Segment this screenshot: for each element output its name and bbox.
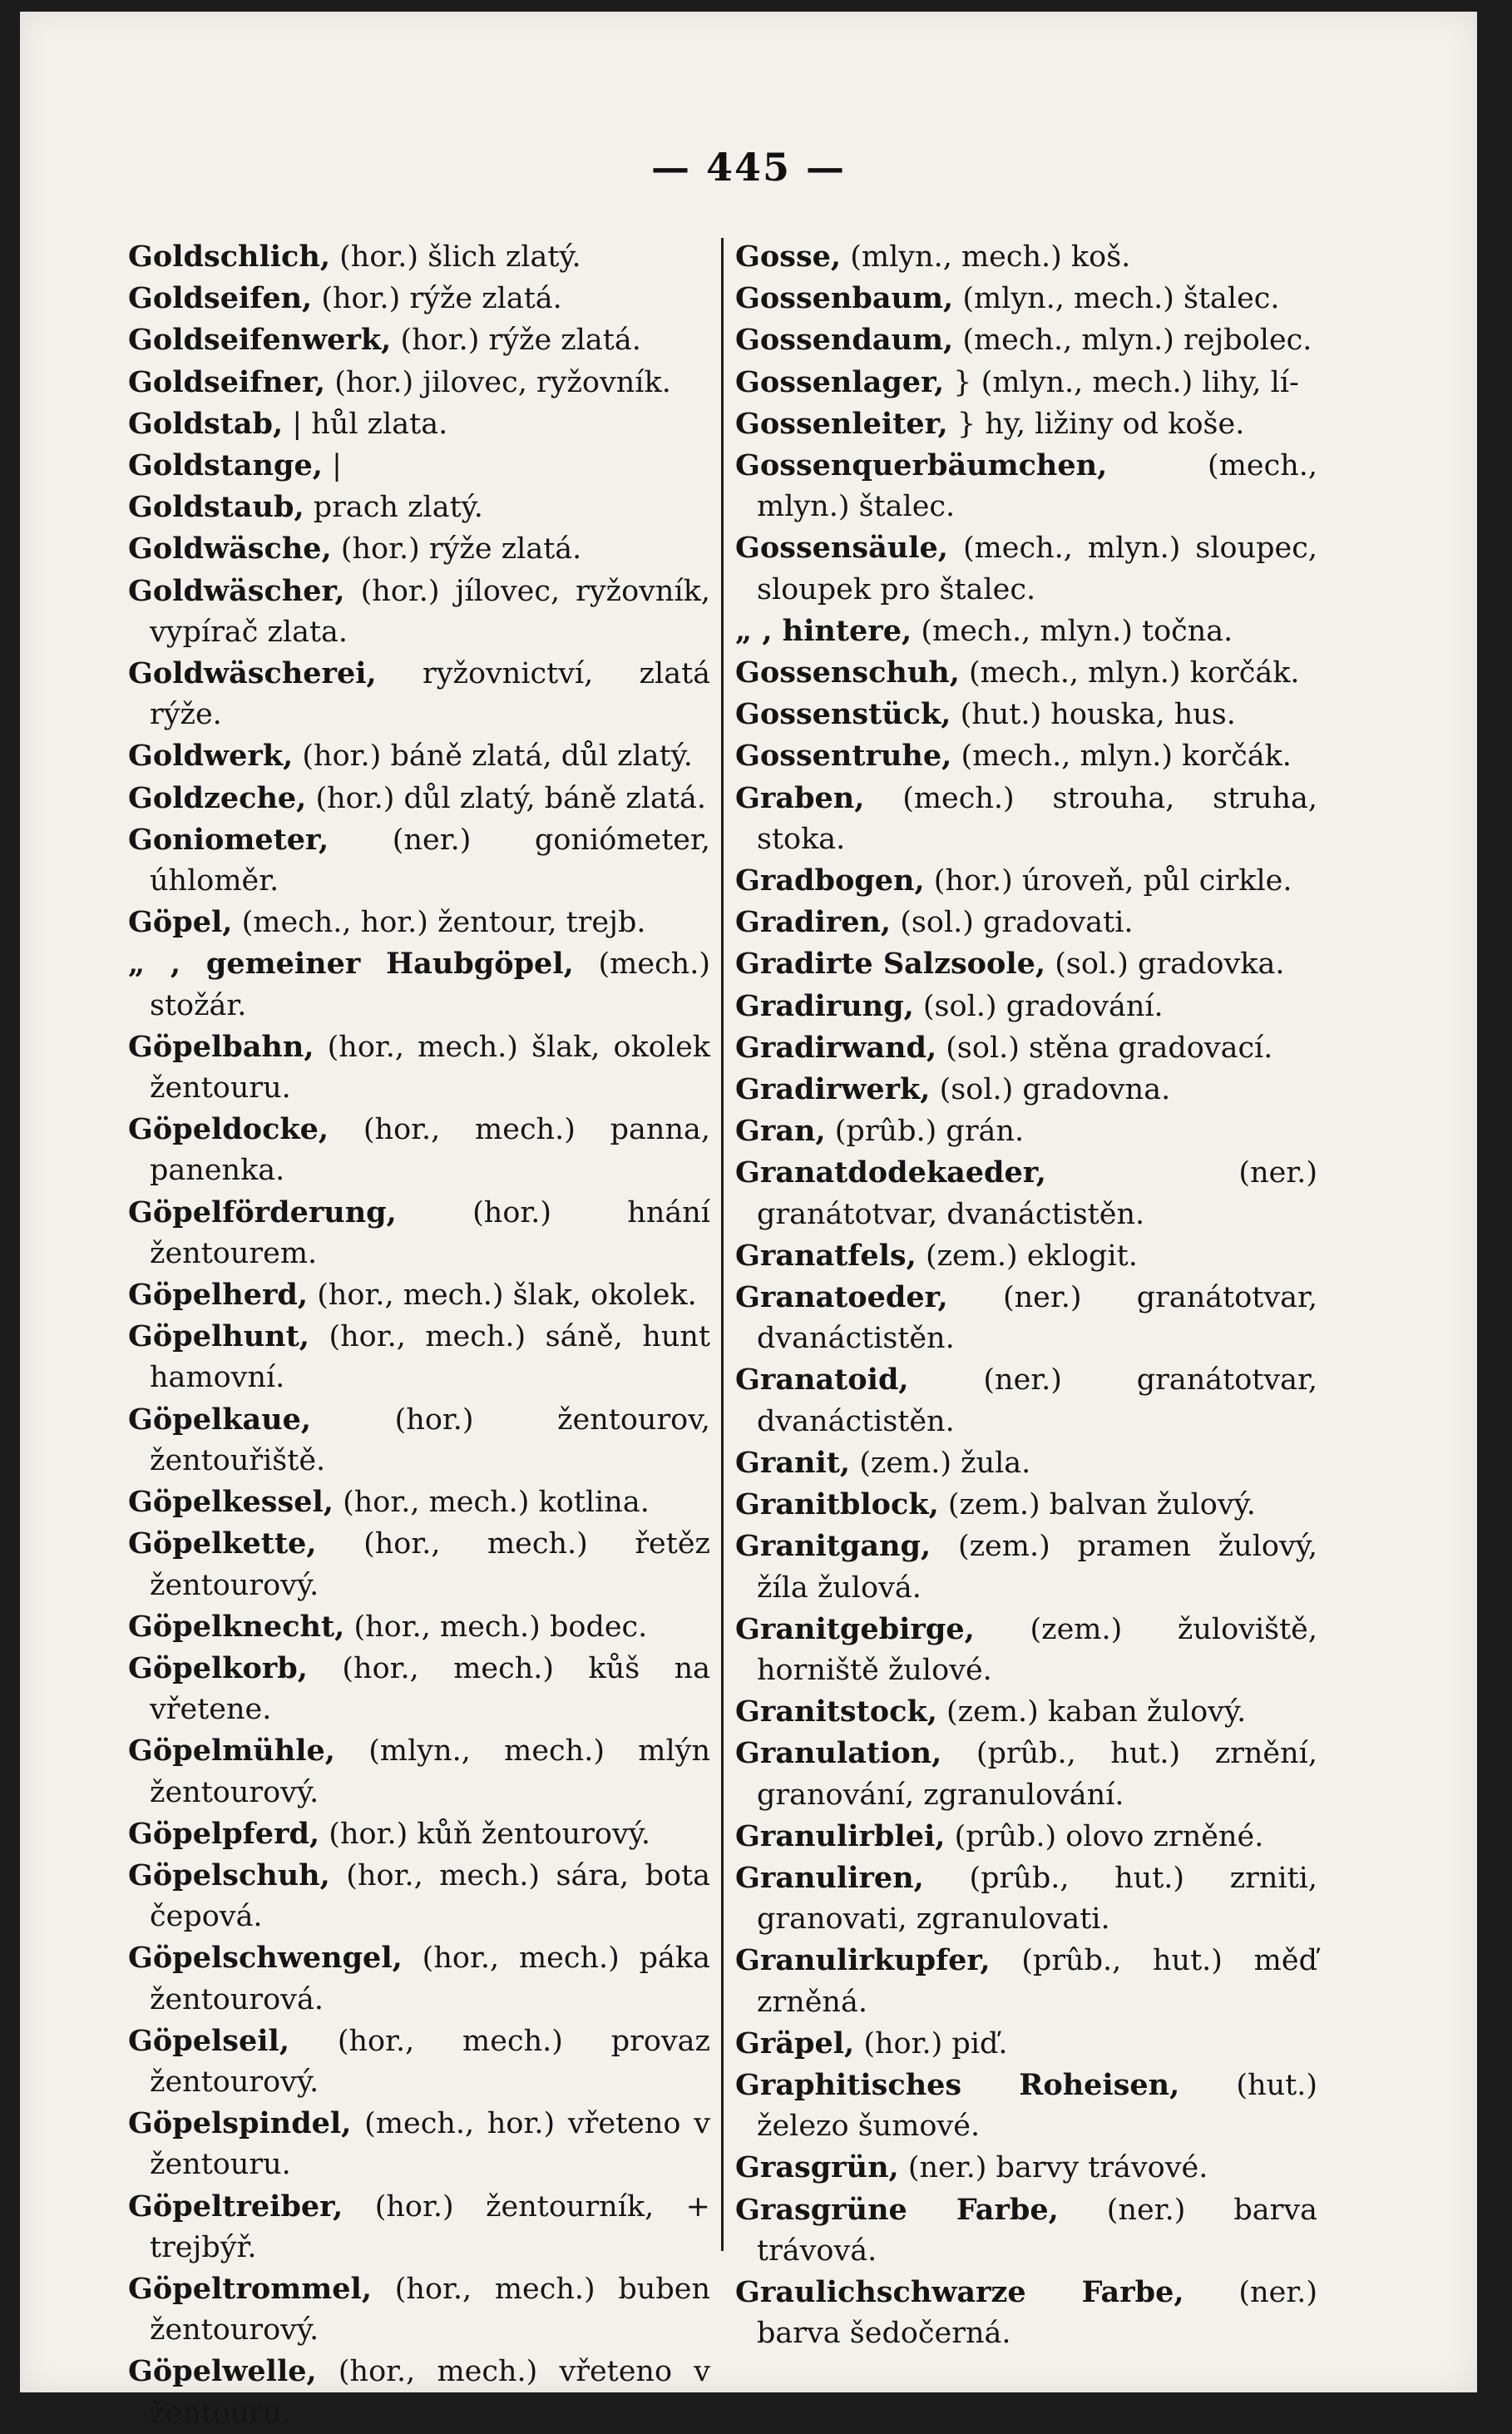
entry-definition: (mech.) stožár. bbox=[150, 947, 710, 1022]
dictionary-entry bbox=[735, 986, 1317, 1027]
entry-headword: Granitgebirge, bbox=[735, 1611, 975, 1646]
entry-definition: (sol.) stěna gradovací. bbox=[936, 1031, 1273, 1065]
dictionary-entry bbox=[128, 2186, 710, 2268]
dictionary-entry bbox=[128, 1192, 710, 1274]
entry-definition: (hor.) báně zlatá, důl zlatý. bbox=[293, 740, 693, 774]
entry-definition: (prûb., hut.) zrniti, granovati, zgranulovati. bbox=[757, 1861, 1317, 1937]
entry-definition: (ner.) granátotvar, dvanáctistěn. bbox=[757, 1363, 1317, 1438]
entry-headword: „ , gemeiner Haubgöpel, bbox=[128, 947, 574, 982]
entry-definition: (zem.) eklogit. bbox=[916, 1239, 1138, 1273]
entry-headword: Gossenlager, bbox=[735, 364, 945, 399]
dictionary-entry bbox=[735, 860, 1317, 902]
entry-headword: Gran, bbox=[735, 1114, 826, 1149]
dictionary-entry bbox=[735, 778, 1317, 860]
entry-headword: Grasgrüne Farbe, bbox=[735, 2192, 1059, 2227]
dictionary-entry bbox=[128, 362, 710, 403]
entry-definition: (hor., mech.) šlak, okolek žentouru. bbox=[150, 1030, 710, 1106]
entry-definition: (prûb.) olovo zrněné. bbox=[945, 1819, 1264, 1853]
entry-headword: Göpelkessel, bbox=[128, 1485, 334, 1520]
entry-headword: Goldwerk, bbox=[128, 739, 294, 774]
dictionary-entry bbox=[128, 278, 710, 319]
entry-headword: Granulation, bbox=[735, 1736, 942, 1771]
entry-headword: Göpelpferd, bbox=[128, 1816, 320, 1851]
entry-definition: (mlyn., mech.) mlýn žentourový. bbox=[150, 1734, 710, 1809]
entry-headword: Gosse, bbox=[735, 240, 842, 274]
dictionary-entry bbox=[128, 902, 710, 943]
entry-definition: (hor., mech.) panna, panenka. bbox=[150, 1113, 710, 1188]
dictionary-entry bbox=[128, 2021, 710, 2103]
dictionary-entry bbox=[735, 1111, 1317, 1152]
entry-headword: Gossenleiter, bbox=[735, 406, 948, 441]
entry-definition: (sol.) gradování. bbox=[913, 989, 1164, 1023]
entry-headword: Granitblock, bbox=[735, 1487, 939, 1522]
entry-headword: Granatfels, bbox=[735, 1238, 917, 1273]
entry-definition: (hor., mech.) sára, bota čepová. bbox=[150, 1858, 710, 1934]
entry-headword: Göpeldocke, bbox=[128, 1112, 329, 1147]
dictionary-entry bbox=[735, 2065, 1317, 2147]
entry-definition: (ner.) barvy trávové. bbox=[898, 2151, 1208, 2185]
entry-definition: (mech., mlyn.) točna. bbox=[912, 614, 1233, 648]
entry-headword: Göpelhunt, bbox=[128, 1319, 309, 1354]
entry-definition: (hor.) jílovec, ryžovník, vypírač zlata. bbox=[150, 574, 710, 649]
entry-definition: (mech.) strouha, struha, stoka. bbox=[757, 781, 1317, 856]
entry-headword: Göpelkaue, bbox=[128, 1402, 312, 1437]
entry-headword: Gradirwerk, bbox=[735, 1072, 931, 1107]
entry-headword: Göpelkette, bbox=[128, 1526, 317, 1561]
entry-definition: (hor.) jilovec, ryžovník. bbox=[325, 365, 671, 399]
entry-definition: (mlyn., mech.) koš. bbox=[841, 240, 1131, 274]
entry-definition: (zem.) žuloviště, horniště žulové. bbox=[757, 1612, 1317, 1687]
entry-definition: (hor., mech.) řetěz žentourový. bbox=[150, 1527, 710, 1602]
page-number: — 445 — bbox=[650, 145, 847, 190]
dictionary-entry bbox=[735, 902, 1317, 943]
entry-definition: (prûb.) grán. bbox=[825, 1115, 1025, 1149]
entry-definition: (ner.) barva trávová. bbox=[757, 2193, 1317, 2268]
dictionary-page bbox=[20, 12, 1477, 2430]
entry-definition: } hy, ližiny od koše. bbox=[947, 407, 1245, 441]
entry-definition: (hor., mech.) šlak, okolek. bbox=[308, 1279, 697, 1313]
entry-definition: (ner.) barva šedočerná. bbox=[757, 2275, 1317, 2351]
dictionary-entry bbox=[735, 1235, 1317, 1277]
dictionary-entry bbox=[735, 1858, 1317, 1940]
dictionary-entry bbox=[735, 1152, 1317, 1234]
entry-definition: (hor.) žentourník, + trejbýř. bbox=[150, 2189, 710, 2264]
dictionary-entry bbox=[735, 652, 1317, 694]
entry-headword: Göpeltrommel, bbox=[128, 2271, 373, 2306]
entry-headword: Goldstaub, bbox=[128, 490, 304, 525]
entry-headword: Gradirung, bbox=[735, 988, 914, 1023]
dictionary-entry bbox=[128, 943, 710, 1026]
entry-headword: Gradirwand, bbox=[735, 1030, 937, 1065]
entry-definition: | bbox=[322, 449, 342, 483]
entry-definition: (mech., hor.) žentour, trejb. bbox=[232, 906, 646, 940]
entry-definition: (mech., hor.) vřeteno v žentouru. bbox=[150, 2107, 710, 2182]
dictionary-entry bbox=[735, 527, 1317, 610]
dictionary-entry bbox=[735, 236, 1317, 278]
entry-headword: Granatoeder, bbox=[735, 1280, 948, 1315]
entry-headword: Granulirkupfer, bbox=[735, 1943, 991, 1978]
entry-headword: Granuliren, bbox=[735, 1860, 924, 1895]
entry-headword: Göpelbahn, bbox=[128, 1029, 314, 1064]
dictionary-entry bbox=[128, 1813, 710, 1855]
entry-definition: (hor., mech.) kůš na vřetene. bbox=[150, 1651, 710, 1727]
entry-definition: (hor., mech.) vřeteno v žentouru. bbox=[150, 2355, 710, 2430]
entry-definition: (hor., mech.) sáně, hunt hamovní. bbox=[150, 1320, 710, 1395]
dictionary-entry bbox=[735, 694, 1317, 735]
entry-headword: Gossenbaum, bbox=[735, 281, 954, 316]
entry-headword: Granitstock, bbox=[735, 1694, 937, 1729]
entry-definition: (hut.) houska, hus. bbox=[951, 698, 1236, 732]
entry-definition: (zem.) pramen žulový, žíla žulová. bbox=[757, 1530, 1317, 1605]
entry-headword: Goldseifen, bbox=[128, 281, 313, 316]
entry-definition: (mech., mlyn.) sloupec, sloupek pro štalec. bbox=[757, 532, 1317, 606]
entry-headword: „ , hintere, bbox=[735, 613, 912, 648]
entry-headword: Göpelspindel, bbox=[128, 2106, 352, 2141]
entry-definition: (sol.) gradovna. bbox=[930, 1073, 1171, 1107]
entry-headword: Goldzeche, bbox=[128, 780, 307, 815]
entry-definition: ryžovnictví, zlatá rýže. bbox=[150, 657, 710, 732]
dictionary-entry bbox=[128, 2103, 710, 2185]
entry-definition: (hor.) šlich zlatý. bbox=[330, 240, 581, 274]
entry-headword: Granitgang, bbox=[735, 1529, 931, 1564]
dictionary-entry bbox=[735, 611, 1317, 652]
entry-headword: Göpelschwengel, bbox=[128, 1941, 403, 1976]
entry-definition: (ner.) granátotvar, dvanáctistěn. bbox=[757, 1156, 1317, 1231]
entry-headword: Goldseifenwerk, bbox=[128, 323, 392, 358]
entry-headword: Gräpel, bbox=[735, 2026, 855, 2060]
dictionary-entry bbox=[128, 528, 710, 570]
entry-definition: (hor.) rýže zlatá. bbox=[331, 532, 582, 566]
entry-headword: Granulirblei, bbox=[735, 1818, 946, 1853]
entry-headword: Goldwäsche, bbox=[128, 532, 332, 566]
dictionary-entry bbox=[735, 1940, 1317, 2022]
entry-definition: (mlyn., mech.) štalec. bbox=[953, 282, 1280, 316]
entry-definition: (hut.) železo šumové. bbox=[757, 2068, 1317, 2144]
entry-headword: Graphitisches Roheisen, bbox=[735, 2067, 1180, 2102]
entry-headword: Gradirte Salzsoole, bbox=[735, 947, 1046, 982]
entry-headword: Göpelmühle, bbox=[128, 1734, 335, 1769]
entry-headword: Göpelschuh, bbox=[128, 1858, 330, 1892]
entry-definition: (hor., mech.) páka žentourová. bbox=[150, 1942, 710, 2016]
entry-headword: Gradiren, bbox=[735, 905, 892, 940]
dictionary-entry bbox=[735, 1359, 1317, 1442]
dictionary-entry bbox=[128, 403, 710, 445]
entry-definition: (ner.) goniómeter, úhloměr. bbox=[150, 823, 710, 898]
entry-headword: Goldstab, bbox=[128, 406, 284, 441]
dictionary-entry bbox=[128, 2351, 710, 2433]
entry-headword: Graulichschwarze Farbe, bbox=[735, 2274, 1184, 2309]
entry-definition: (hor.) úroveň, půl cirkle. bbox=[924, 864, 1292, 898]
entry-headword: Granatoid, bbox=[735, 1363, 909, 1398]
column-divider bbox=[721, 238, 724, 2251]
dictionary-entry bbox=[735, 2189, 1317, 2272]
dictionary-entry bbox=[128, 1109, 710, 1191]
entry-headword: Gossenschuh, bbox=[735, 655, 960, 690]
entry-definition: (prûb., hut.) zrnění, granování, zgranulování. bbox=[757, 1737, 1317, 1812]
dictionary-entry bbox=[735, 1816, 1317, 1858]
dictionary-entry bbox=[735, 1027, 1317, 1069]
dictionary-entry bbox=[735, 1526, 1317, 1608]
dictionary-entry bbox=[128, 1316, 710, 1398]
dictionary-entry bbox=[735, 2147, 1317, 2189]
dictionary-entry bbox=[128, 571, 710, 653]
entry-definition: (zem.) balvan žulový. bbox=[938, 1488, 1256, 1522]
entry-headword: Göpelknecht, bbox=[128, 1609, 345, 1644]
dictionary-entry bbox=[735, 445, 1317, 527]
dictionary-entry bbox=[735, 319, 1317, 361]
entry-definition: (ner.) granátotvar, dvanáctistěn. bbox=[757, 1281, 1317, 1356]
entry-headword: Goniometer, bbox=[128, 822, 329, 857]
dictionary-entry bbox=[128, 236, 710, 278]
entry-headword: Goldschlich, bbox=[128, 240, 331, 274]
dictionary-entry bbox=[128, 319, 710, 361]
dictionary-entry bbox=[128, 1399, 710, 1482]
entry-headword: Göpelherd, bbox=[128, 1278, 309, 1313]
entry-definition: (mech., mlyn.) korčák. bbox=[959, 656, 1300, 690]
entry-headword: Gossendaum, bbox=[735, 323, 954, 358]
dictionary-entry bbox=[735, 2272, 1317, 2354]
entry-headword: Gossenquerbäumchen, bbox=[735, 448, 1108, 483]
entry-headword: Gossenstück, bbox=[735, 697, 951, 732]
dictionary-entry bbox=[128, 819, 710, 902]
dictionary-entry bbox=[128, 1648, 710, 1730]
entry-definition: (hor., mech.) bodec. bbox=[344, 1610, 648, 1644]
entry-definition: (zem.) kaban žulový. bbox=[936, 1695, 1247, 1729]
right-column bbox=[735, 236, 1317, 2354]
entry-headword: Goldwäscher, bbox=[128, 573, 345, 608]
dictionary-entry bbox=[735, 735, 1317, 777]
entry-definition: (hor.) důl zlatý, báně zlatá. bbox=[306, 781, 706, 815]
dictionary-entry bbox=[128, 445, 710, 487]
dictionary-entry bbox=[128, 1937, 710, 2020]
dictionary-entry bbox=[128, 1855, 710, 1937]
entry-definition: (mech., mlyn.) rejbolec. bbox=[953, 324, 1312, 358]
entry-definition: (hor.) rýže zlatá. bbox=[312, 282, 562, 316]
entry-headword: Grasgrün, bbox=[735, 2150, 899, 2185]
dictionary-entry bbox=[735, 1609, 1317, 1691]
entry-definition: | hůl zlata. bbox=[283, 407, 448, 441]
dictionary-entry bbox=[735, 1277, 1317, 1359]
entry-headword: Göpeltreiber, bbox=[128, 2189, 343, 2224]
dictionary-entry bbox=[735, 403, 1317, 445]
entry-definition: (hor.) žentourov, žentouřiště. bbox=[150, 1403, 710, 1477]
dictionary-entry bbox=[735, 1442, 1317, 1484]
entry-headword: Göpelförderung, bbox=[128, 1195, 397, 1229]
entry-definition: (zem.) žula. bbox=[850, 1446, 1031, 1480]
entry-definition: (mech., mlyn.) korčák. bbox=[951, 740, 1292, 774]
entry-definition: (hor., mech.) provaz žentourový. bbox=[150, 2024, 710, 2099]
entry-definition: (prûb., hut.) měď zrněná. bbox=[757, 1944, 1317, 2019]
entry-headword: Göpelkorb, bbox=[128, 1650, 308, 1685]
dictionary-entry bbox=[128, 778, 710, 819]
dictionary-entry bbox=[735, 1733, 1317, 1815]
dictionary-entry bbox=[128, 1606, 710, 1648]
entry-definition: (sol.) gradovka. bbox=[1045, 947, 1285, 982]
entry-definition: (hor.) rýže zlatá. bbox=[391, 324, 641, 358]
dictionary-entry bbox=[128, 735, 710, 777]
entry-definition: (hor.) piď. bbox=[854, 2026, 1008, 2060]
dictionary-entry bbox=[128, 1027, 710, 1109]
entry-headword: Göpel, bbox=[128, 905, 233, 940]
dictionary-entry bbox=[128, 1523, 710, 1605]
dictionary-entry bbox=[735, 1069, 1317, 1111]
entry-headword: Goldstange, bbox=[128, 448, 323, 483]
entry-headword: Gradbogen, bbox=[735, 863, 925, 898]
entry-headword: Granit, bbox=[735, 1445, 851, 1480]
left-column bbox=[128, 236, 710, 2434]
entry-headword: Granatdodekaeder, bbox=[735, 1155, 1046, 1190]
dictionary-entry bbox=[735, 362, 1317, 403]
dictionary-entry bbox=[128, 653, 710, 735]
dictionary-entry bbox=[735, 1691, 1317, 1733]
entry-definition: (sol.) gradovati. bbox=[891, 906, 1134, 940]
entry-headword: Goldseifner, bbox=[128, 364, 326, 399]
entry-headword: Göpelseil, bbox=[128, 2023, 290, 2058]
entry-headword: Graben, bbox=[735, 780, 865, 815]
dictionary-entry bbox=[735, 278, 1317, 319]
entry-definition: (mech., mlyn.) štalec. bbox=[757, 449, 1317, 524]
dictionary-entry bbox=[735, 943, 1317, 985]
entry-headword: Gossentruhe, bbox=[735, 739, 952, 774]
entry-definition: } (mlyn., mech.) lihy, lí- bbox=[944, 365, 1299, 399]
dictionary-entry bbox=[128, 2268, 710, 2351]
dictionary-entry bbox=[735, 2023, 1317, 2065]
entry-definition: (hor.) hnání žentourem. bbox=[150, 1195, 710, 1270]
dictionary-entry bbox=[128, 1730, 710, 1813]
entry-definition: prach zlatý. bbox=[304, 491, 483, 525]
entry-definition: (hor.) kůň žentourový. bbox=[319, 1817, 650, 1851]
dictionary-entry bbox=[128, 1274, 710, 1316]
entry-headword: Goldwäscherei, bbox=[128, 656, 377, 691]
dictionary-entry bbox=[128, 1482, 710, 1523]
entry-definition: (hor., mech.) buben žentourový. bbox=[150, 2272, 710, 2347]
entry-headword: Gossensäule, bbox=[735, 531, 948, 566]
dictionary-entry bbox=[128, 487, 710, 528]
entry-definition: (hor., mech.) kotlina. bbox=[333, 1486, 650, 1520]
entry-headword: Göpelwelle, bbox=[128, 2354, 317, 2389]
dictionary-entry bbox=[735, 1484, 1317, 1526]
